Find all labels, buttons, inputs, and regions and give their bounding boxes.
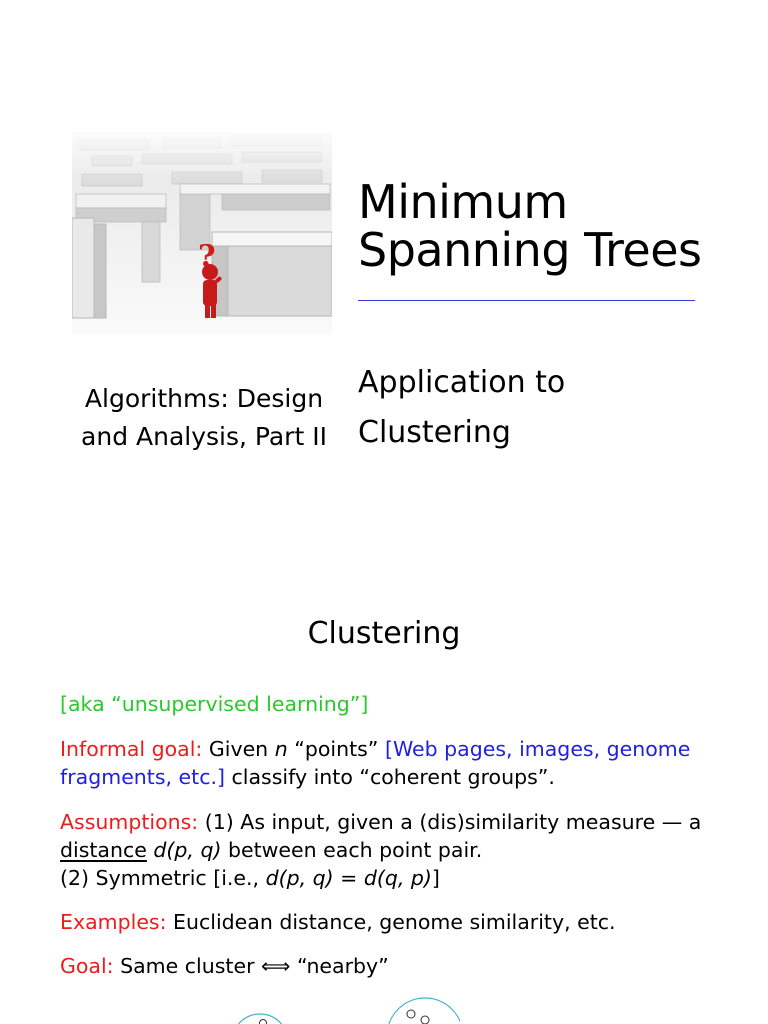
maze-image: [72, 132, 332, 334]
informal-text-3: classify into “coherent groups”.: [224, 765, 555, 789]
title-divider: [358, 300, 695, 301]
iff-symbol: ⟺: [261, 954, 291, 978]
assumptions-text-1: (1) As input, given a (dis)similarity measure — a: [198, 810, 702, 834]
point-3: [421, 1016, 429, 1024]
examples-text: Euclidean distance, genome similarity, etc.: [166, 910, 616, 934]
assumptions-label: Assumptions:: [60, 810, 199, 834]
informal-examples: [Web pages, images, genome fragments, etc.]: [60, 737, 691, 789]
informal-goal: [60, 735, 720, 791]
examples: [60, 908, 720, 936]
maze-question-figure-icon: [72, 132, 332, 334]
informal-text-1: Given: [202, 737, 275, 761]
course-name: [70, 380, 338, 456]
assumptions-text-3: between each point pair.: [221, 838, 483, 862]
aka-line: [aka “unsupervised learning”]: [60, 692, 369, 716]
goal-text-2: “nearby”: [290, 954, 389, 978]
assumptions-line2-b: ]: [431, 866, 440, 890]
examples-label: Examples:: [60, 910, 167, 934]
subtitle-line-2: Clustering: [358, 415, 511, 450]
slide-title: [358, 175, 702, 277]
distance-word: distance: [60, 838, 147, 862]
clustering-title: Clustering: [307, 616, 461, 651]
informal-text-2: “points”: [287, 737, 385, 761]
informal-goal-label: Informal goal:: [60, 737, 203, 761]
assumptions-line2-a: (2) Symmetric [i.e.,: [60, 866, 266, 890]
title-line-2: Spanning Trees: [358, 223, 702, 277]
course-line-2: and Analysis, Part II: [81, 422, 327, 451]
point-1: [260, 1020, 267, 1024]
goal-text-1: Same cluster: [113, 954, 262, 978]
dpq: d(p, q): [153, 838, 222, 862]
var-n: n: [274, 737, 288, 761]
symmetry-equation: d(p, q) = d(q, p): [265, 866, 432, 890]
goal-label: Goal:: [60, 954, 114, 978]
slide-subtitle: [358, 358, 565, 458]
goal: [60, 952, 720, 980]
subtitle-line-1: Application to: [358, 365, 566, 400]
point-2: [407, 1010, 415, 1018]
cluster-circle-2: [387, 998, 460, 1024]
title-line-1: Minimum: [358, 175, 568, 229]
assumptions: [60, 808, 720, 892]
cluster-diagram: [220, 996, 460, 1024]
course-line-1: Algorithms: Design: [84, 384, 324, 413]
